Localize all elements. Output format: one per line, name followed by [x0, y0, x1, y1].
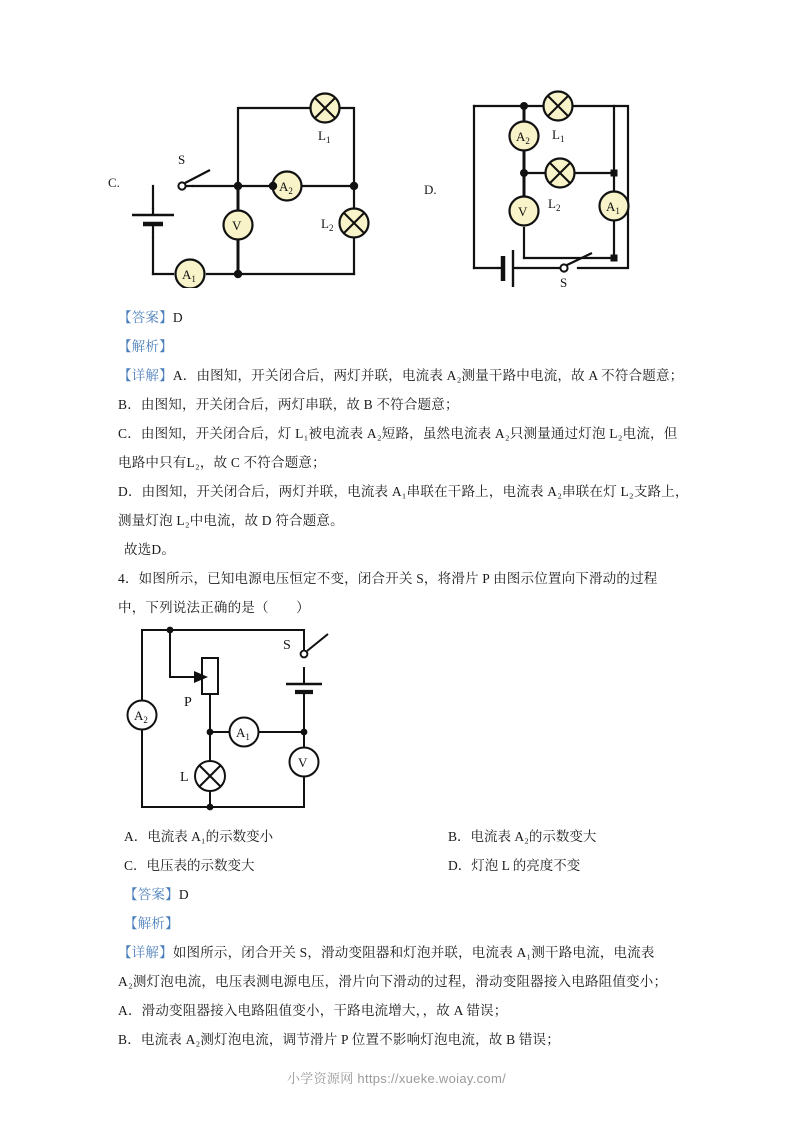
q4-options: [118, 822, 688, 880]
ammeter-a1-question4: [230, 718, 259, 747]
detail-tag: 【详解】: [118, 368, 173, 383]
wire-slider-lead: [170, 630, 194, 677]
ammeter-a1-option-d: [600, 192, 629, 221]
q4-answer-line: [118, 880, 688, 909]
q4-analysis-tag: 【解析】: [124, 916, 179, 931]
lamp-l2-option-c: [321, 209, 369, 238]
lamp-l2-option-d: [546, 159, 575, 214]
lamp-l-question4: [180, 761, 225, 791]
voltmeter-option-c: [224, 211, 253, 240]
footer-watermark: 小学资源网 https://xueke.woiay.com/: [287, 1071, 506, 1086]
wire-l1-right: [339, 108, 354, 186]
switch-s-question4: [283, 634, 328, 657]
switch-label-s: S: [178, 152, 186, 167]
svg-text:A1: $A_1$: [236, 725, 250, 742]
q3-answer-line: [118, 303, 688, 332]
svg-text:A2: $A_2$: [516, 129, 530, 146]
q3-detail-b: B．由图知，开关闭合后，两灯串联，故 B 不符合题意；: [118, 397, 459, 412]
q3-analysis-line: [118, 332, 688, 361]
svg-text:V: V: [232, 218, 242, 233]
circuit-figures-row: [108, 78, 688, 303]
slider-label-p: P: [184, 695, 192, 710]
q3-detail-a: [118, 361, 688, 390]
svg-text:L1: $L_1$: [318, 128, 331, 145]
q4-detail-line2: A₂测灯泡电流，电压表测电源电压，滑片向下滑动的过程，滑动变阻器接入电路阻值变小；: [118, 974, 668, 989]
ammeter-a2-question4: [128, 701, 157, 730]
wire-switch-to-right-rail: [578, 106, 628, 268]
q4-detail-b: B．电流表 A₂测灯泡电流，调节滑片 P 位置不影响灯泡电流，故 B 错误；: [118, 1032, 560, 1047]
svg-text:L1: $L_1$: [552, 127, 565, 144]
answer-value: D: [172, 310, 183, 325]
q3-detail-c-line1: C．由图知，开关闭合后，灯 L₁被电流表 A₂短路，虽然电流表 A₂只测量通过灯泡 L₂电流，但: [118, 426, 678, 441]
svg-text:A1: $A_1$: [182, 267, 196, 284]
circuit-diagram-option-d: [424, 78, 666, 298]
q4-stem-line2: 中，下列说法正确的是（ ）: [118, 600, 310, 615]
q4-options-row-2: [118, 851, 688, 880]
q4-detail-a: A．滑动变阻器接入电路阻值变小，干路电流增大，，故 A 错误；: [118, 1003, 508, 1018]
q4-options-row-1: [118, 822, 688, 851]
q4-option-c[interactable]: C．电压表的示数变大: [124, 858, 255, 873]
lamp-l1-option-c: [311, 94, 340, 146]
q3-detail-d-line2: 测量灯泡 L₂中电流，故 D 符合题意。: [118, 513, 344, 528]
ammeter-a2-option-d: [510, 122, 539, 151]
svg-text:A2: $A_2$: [134, 708, 148, 725]
q3-detail-a-text: A．由图知，开关闭合后，两灯并联，电流表 A₂测量干路中电流，故 A 不符合题意；: [172, 368, 684, 383]
switch-label-s-d: S: [560, 275, 568, 290]
circuit-diagram-option-c: [108, 78, 388, 293]
svg-text:A1: $A_1$: [606, 199, 620, 216]
option-letter-c: C.: [108, 175, 120, 190]
svg-text:V: V: [518, 204, 528, 219]
q4-detail-line1: [118, 938, 688, 967]
q4-answer-value: D: [178, 887, 189, 902]
q4-analysis-line: [118, 909, 688, 938]
q3-conclusion: 故选D。: [124, 542, 176, 557]
answer-tag: 【答案】: [118, 310, 173, 325]
ammeter-a1-option-c: [176, 260, 205, 289]
q4-option-b[interactable]: B．电流表 A₂的示数变大: [448, 829, 597, 844]
q4-option-a[interactable]: A．电流表 A₁的示数变小: [124, 829, 274, 844]
switch-label-s-q4: S: [283, 638, 291, 653]
voltmeter-question4: [290, 748, 319, 777]
wire-l1-left: [238, 108, 311, 186]
svg-text:V: V: [298, 755, 308, 770]
lamp-l1-option-d: [544, 92, 573, 145]
q4-option-d[interactable]: D．灯泡 L 的亮度不变: [448, 858, 581, 873]
q4-answer-tag: 【答案】: [124, 887, 179, 902]
svg-text:L2: $L_2$: [321, 216, 334, 233]
q4-stem-line1: 4．如图所示，已知电源电压恒定不变，闭合开关 S，将滑片 P 由图示位置向下滑动的过程: [118, 571, 658, 586]
option-letter-d: D.: [424, 182, 437, 197]
svg-text:A2: $A_2$: [279, 179, 293, 196]
circuit-diagram-question4: [122, 622, 352, 827]
q4-detail-tag: 【详解】: [118, 945, 173, 960]
q4-figure-wrap: [118, 622, 688, 822]
switch-s-option-c: [178, 152, 210, 190]
q3-detail-c-line2: 电路中只有L₂，故 C 不符合题意；: [118, 455, 326, 470]
wire-l1-to-right: [573, 106, 614, 173]
page-content: [108, 78, 689, 1054]
q3-detail-d-line1: D．由图知，开关闭合后，两灯并联，电流表 A₁串联在干路上，电流表 A₂串联在灯 L₂支路上，: [118, 484, 689, 499]
voltmeter-option-d: [510, 197, 539, 226]
analysis-tag: 【解析】: [118, 339, 173, 354]
lamp-label-l: L: [180, 770, 189, 785]
q4-detail-line1-text: 如图所示，闭合开关 S，滑动变阻器和灯泡并联，电流表 A₁测干路电流，电流表: [172, 945, 655, 960]
svg-text:L2: $L_2$: [548, 196, 561, 213]
